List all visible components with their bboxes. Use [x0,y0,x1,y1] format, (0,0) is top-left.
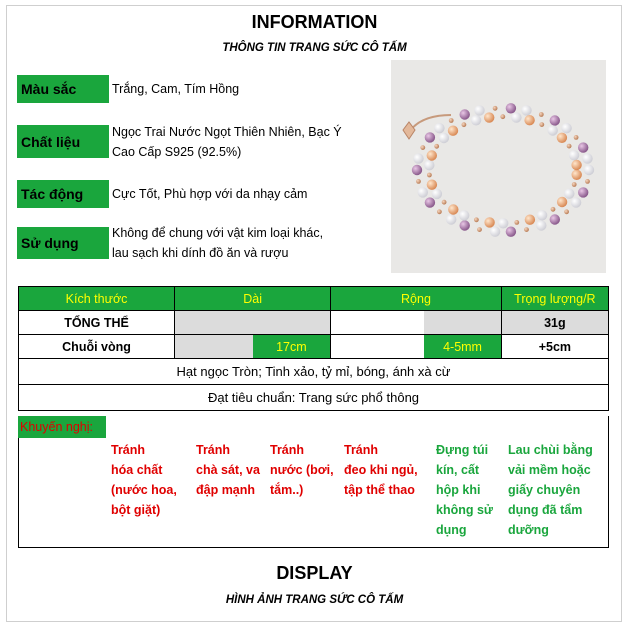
recommendation-line: giấy chuyên [508,483,581,497]
recommendation-line: hộp khi [436,483,481,497]
pearl [557,197,567,207]
pearl [462,122,467,127]
size-table [18,286,609,411]
pearl [564,209,569,214]
recommendation-line: Lau chùi bằng [508,443,593,457]
recommendation-line: Tránh [344,443,379,457]
pearl [557,133,567,143]
pearl [550,214,560,224]
pearl [434,144,439,149]
recommendation-item [436,440,493,540]
recommendation-line: chà sát, va [196,463,260,477]
recommendation-line: dụng đã tẩm [508,503,583,517]
pearl [434,123,444,133]
pearl [539,122,544,127]
pearl [439,133,449,143]
recommendation-line: hóa chất [111,463,163,477]
pearl [446,214,456,224]
recommendation-line: tắm..) [270,483,304,497]
pearl [490,227,500,237]
attr-value-usage: Không để chung với vật kim loại khác, lau sạch khi dính đồ ăn và rượu [112,226,324,260]
pearl [484,217,494,227]
pearl [567,144,572,149]
pearl [498,218,508,228]
pearl [572,170,582,180]
pearl [521,105,531,115]
pearl [427,173,432,178]
pearl [571,160,581,170]
attr-label-usage: Sử dụng [17,227,109,259]
pearl [569,150,579,160]
pearl [493,106,498,111]
pearl [412,165,422,175]
row-total-length [253,311,331,335]
row-total-weight: 31g [501,311,608,335]
pearl [578,142,588,152]
row-chain-width: 4-5mm [424,335,501,359]
recommendation-line: nước (bơi, [270,463,334,477]
recommendation-line: bột giặt) [111,503,161,517]
pearl [432,189,442,199]
attr-value-material: Ngọc Trai Nước Ngọt Thiên Nhiên, Bạc Ý Cao Cấp S925 (92.5%) [112,125,342,159]
pearl [448,126,458,136]
pearl [537,210,547,220]
note-standard: Đạt tiêu chuẩn: Trang sức phổ thông [19,385,609,411]
recommendation-line: Đựng túi [436,443,489,457]
pearl [548,125,558,135]
pearl [449,118,454,123]
pearl [427,150,437,160]
pearl [572,182,577,187]
row-chain-name: Chuỗi vòng [19,335,175,359]
pearl [424,160,434,170]
pearl [585,179,590,184]
recommendation-item [344,440,418,500]
pearl [474,105,484,115]
pearl [514,220,519,225]
pearl [578,187,588,197]
pearl [524,115,534,125]
pearl [525,215,535,225]
pearl [524,227,529,232]
recommendation-line: kín, cất [436,463,480,477]
attr-value-color: Trắng, Cam, Tím Hồng [112,82,240,96]
bracelet-image [391,60,606,273]
recommendation-line: đập mạnh [196,483,256,497]
recommendation-item [508,440,593,540]
pearl [413,153,423,163]
pearl [582,153,592,163]
pearl [448,204,458,214]
pearl [511,112,521,122]
attr-label-effect: Tác động [17,180,109,208]
row-total-width-a [331,311,425,335]
pearl [564,189,574,199]
row-chain-length-a [175,335,253,359]
pearl [459,210,469,220]
pearl [460,220,470,230]
pearl [420,145,425,150]
product-photo [391,60,606,273]
recommendation-item [270,440,334,500]
th-size: Kích thước [19,287,175,311]
recommendation-line: Tránh [111,443,146,457]
recommendation-line: dụng [436,523,467,537]
recommendation-line: Tránh [196,443,231,457]
page-title: INFORMATION [251,12,378,32]
recommendation-line: dưỡng [508,523,549,537]
pearl [425,197,435,207]
row-chain-weight: +5cm [501,335,608,359]
th-weight: Trọng lượng/R [501,287,608,311]
attr-label-material: Chất liệu [17,125,109,158]
display-title: DISPLAY [276,563,353,583]
attr-label-color: Màu sắc [17,75,109,103]
note-bead: Hạt ngọc Tròn; Tinh xảo, tỷ mỉ, bóng, ánh xà cừ [19,359,609,385]
display-subtitle: HÌNH ẢNH TRANG SỨC CÔ TẤM [225,594,404,606]
pearl [561,123,571,133]
recommendation-line: tập thể thao [344,483,415,497]
recommendation-line: Tránh [270,443,305,457]
pearl [500,114,505,119]
recommendation-item [111,440,177,520]
pearl [437,209,442,214]
pearl [460,109,470,119]
row-total-length-a [175,311,253,335]
pearl [551,207,556,212]
th-length: Dài [175,287,331,311]
row-chain-width-a [331,335,425,359]
pearl [427,180,437,190]
recommendation-title: Khuyến nghị: [18,416,106,438]
pearl [571,197,581,207]
pearl [418,187,428,197]
recommendation-line: (nước hoa, [111,483,177,497]
page-subtitle: THÔNG TIN TRANG SỨC CÔ TẤM [222,42,407,54]
row-total-width [424,311,501,335]
pearl [574,135,579,140]
row-chain-length: 17cm [253,335,331,359]
attr-value-effect: Cực Tốt, Phù hợp với da nhạy cảm [112,187,308,201]
pearl [550,115,560,125]
pearl [416,179,421,184]
recommendation-item [196,440,260,500]
recommendation-line: vải mềm hoặc [508,463,591,477]
pearl [471,115,481,125]
pearl [539,112,544,117]
row-total-name: TỔNG THỂ [19,311,175,335]
pearl [477,227,482,232]
recommendation-line: đeo khi ngủ, [344,463,418,477]
th-width: Rộng [331,287,502,311]
pearl [442,200,447,205]
pearl [506,227,516,237]
pearl [506,103,516,113]
pearl [425,132,435,142]
pearl [474,217,479,222]
pearl [584,165,594,175]
recommendation-line: không sử [436,503,493,517]
pearl [484,112,494,122]
pearl [536,220,546,230]
